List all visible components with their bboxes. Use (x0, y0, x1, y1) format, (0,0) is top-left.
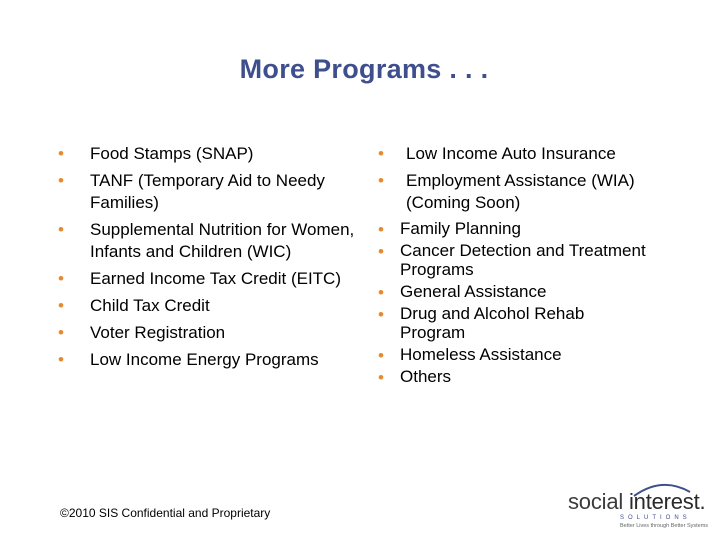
list-item: • Child Tax Credit (58, 296, 210, 315)
list-item: • Supplemental Nutrition for Women, Infants and Children (WIC) (58, 220, 355, 261)
bullet-icon: • (378, 305, 384, 324)
bullet-icon: • (378, 220, 384, 239)
bullet-icon: • (58, 171, 64, 190)
slide-title: More Programs . . . (239, 54, 489, 84)
bullet-icon: • (58, 323, 64, 342)
left-program-list (58, 143, 358, 376)
bullet-icon: • (378, 368, 384, 387)
bullet-icon: • (58, 144, 64, 163)
list-item: • TANF (Temporary Aid to Needy Families) (58, 171, 325, 212)
list-item: • Earned Income Tax Credit (EITC) (58, 269, 341, 288)
bullet-icon: • (378, 346, 384, 365)
list-item: • General Assistance (378, 282, 547, 302)
logo-tagline: Better Lives through Better Systems (620, 523, 709, 529)
list-item: • Others (378, 367, 452, 387)
list-item: • Food Stamps (SNAP) (58, 144, 254, 163)
list-item: • Homeless Assistance (378, 345, 562, 365)
bullet-icon: • (378, 171, 384, 190)
list-item: • Drug and Alcohol Rehab Program (378, 304, 585, 342)
bullet-icon: • (58, 269, 64, 288)
bullet-icon: • (58, 220, 64, 239)
bullet-icon: • (58, 296, 64, 315)
list-item: • Voter Registration (58, 323, 226, 342)
bullet-icon: • (378, 144, 384, 163)
list-item: • Cancer Detection and Treatment Programs (378, 241, 646, 279)
company-logo (568, 490, 716, 534)
logo-subtitle: SOLUTIONS (620, 515, 691, 521)
bullet-icon: • (378, 283, 384, 302)
list-item: • Family Planning (378, 219, 521, 239)
right-program-list (378, 143, 678, 389)
logo-wordmark: social interest. (568, 489, 706, 514)
bullet-icon: • (378, 242, 384, 261)
list-item: • Low Income Auto Insurance (378, 144, 616, 163)
list-item: • Employment Assistance (WIA) (Coming Soon) (378, 171, 635, 212)
list-item: • Low Income Energy Programs (58, 350, 319, 369)
bullet-icon: • (58, 350, 64, 369)
footer-copyright: ©2010 SIS Confidential and Proprietary (60, 506, 271, 520)
